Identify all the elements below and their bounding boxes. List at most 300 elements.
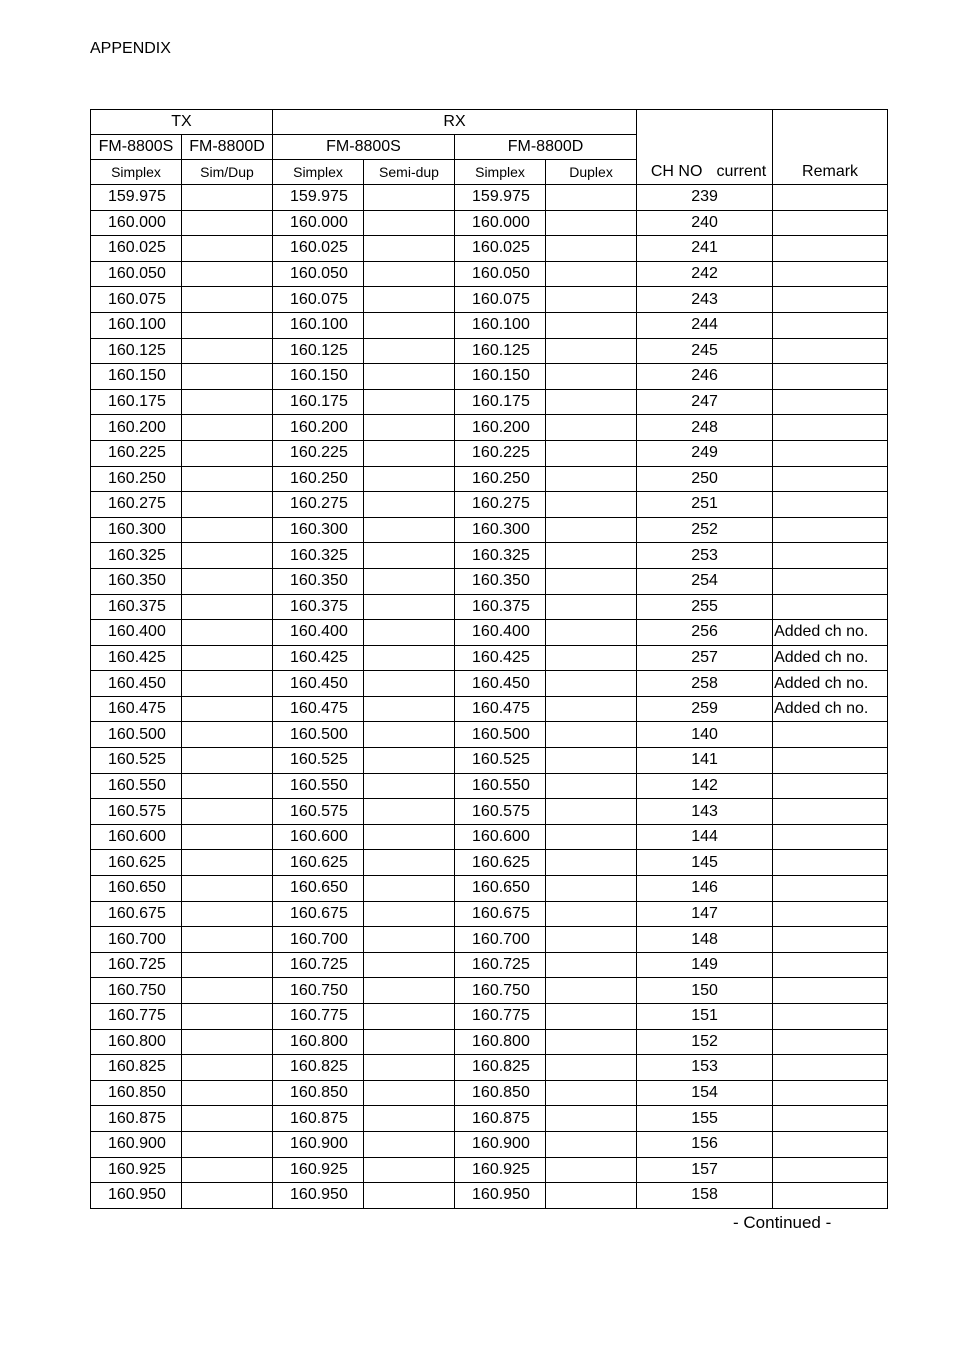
table-row <box>91 1029 888 1055</box>
table-row <box>91 210 888 236</box>
table-row <box>91 1080 888 1106</box>
remark-cell <box>773 927 888 953</box>
channel-number-cell: 156 <box>637 1131 773 1157</box>
tx-simdup-cell <box>182 466 273 492</box>
table-row <box>91 312 888 338</box>
tx-simdup-cell <box>182 210 273 236</box>
rx-d-simplex-cell: 160.325 <box>455 543 546 569</box>
channel-number-cell: 245 <box>637 338 773 364</box>
channel-number-cell: 157 <box>637 1157 773 1183</box>
remark-cell <box>773 364 888 390</box>
channel-number-cell: 246 <box>637 364 773 390</box>
remark-cell <box>773 210 888 236</box>
rx-d-simplex-cell: 160.100 <box>455 312 546 338</box>
tx-fm8800d-header: FM-8800D <box>182 135 273 160</box>
rx-d-simplex-cell: 160.900 <box>455 1131 546 1157</box>
rx-s-simplex-cell: 160.850 <box>273 1080 364 1106</box>
tx-simplex-header: Simplex <box>91 160 182 185</box>
rx-s-semidup-cell <box>364 824 455 850</box>
tx-simdup-cell <box>182 261 273 287</box>
tx-simdup-cell <box>182 1183 273 1209</box>
tx-simdup-cell <box>182 773 273 799</box>
rx-d-duplex-cell <box>546 594 637 620</box>
rx-s-simplex-cell: 160.550 <box>273 773 364 799</box>
rx-s-simplex-cell: 160.725 <box>273 952 364 978</box>
table-row <box>91 568 888 594</box>
channel-number-cell: 256 <box>637 620 773 646</box>
channel-number-cell: 149 <box>637 952 773 978</box>
channel-number-cell: 141 <box>637 748 773 774</box>
rx-s-semidup-cell <box>364 440 455 466</box>
tx-simplex-cell: 160.825 <box>91 1055 182 1081</box>
rx-d-simplex-cell: 160.925 <box>455 1157 546 1183</box>
tx-simplex-cell: 159.975 <box>91 185 182 211</box>
table-row <box>91 722 888 748</box>
tx-simdup-cell <box>182 1055 273 1081</box>
rx-d-simplex-cell: 160.050 <box>455 261 546 287</box>
channel-number-cell: 257 <box>637 645 773 671</box>
remark-cell <box>773 876 888 902</box>
rx-s-semidup-cell <box>364 850 455 876</box>
remark-cell <box>773 440 888 466</box>
table-row <box>91 338 888 364</box>
rx-d-duplex-cell <box>546 185 637 211</box>
table-row <box>91 696 888 722</box>
page-header: APPENDIX <box>90 40 171 57</box>
rx-fm8800s-header: FM-8800S <box>273 135 455 160</box>
tx-simdup-cell <box>182 824 273 850</box>
remark-cell <box>773 338 888 364</box>
rx-s-simplex-cell: 160.650 <box>273 876 364 902</box>
table-row <box>91 773 888 799</box>
rx-d-duplex-cell <box>546 364 637 390</box>
rx-d-duplex-cell <box>546 1131 637 1157</box>
tx-simplex-cell: 160.875 <box>91 1106 182 1132</box>
rx-d-duplex-cell <box>546 517 637 543</box>
rx-s-simplex-cell: 160.000 <box>273 210 364 236</box>
channel-number-cell: 240 <box>637 210 773 236</box>
rx-s-simplex-cell: 160.675 <box>273 901 364 927</box>
rx-s-semidup-cell <box>364 312 455 338</box>
table-row <box>91 287 888 313</box>
tx-simplex-cell: 160.775 <box>91 1004 182 1030</box>
tx-simdup-header: Sim/Dup <box>182 160 273 185</box>
rx-s-semidup-cell <box>364 1004 455 1030</box>
channel-number-cell: 248 <box>637 415 773 441</box>
tx-simplex-cell: 160.475 <box>91 696 182 722</box>
table-row <box>91 799 888 825</box>
tx-simplex-cell: 160.750 <box>91 978 182 1004</box>
rx-s-semidup-cell <box>364 261 455 287</box>
tx-simplex-cell: 160.675 <box>91 901 182 927</box>
tx-simplex-cell: 160.575 <box>91 799 182 825</box>
remark-cell <box>773 287 888 313</box>
remark-cell <box>773 312 888 338</box>
tx-simplex-cell: 160.500 <box>91 722 182 748</box>
remark-cell <box>773 517 888 543</box>
channel-number-cell: 155 <box>637 1106 773 1132</box>
channel-number-cell: 154 <box>637 1080 773 1106</box>
tx-simplex-cell: 160.050 <box>91 261 182 287</box>
tx-simdup-cell <box>182 748 273 774</box>
rx-d-simplex-cell: 160.125 <box>455 338 546 364</box>
rx-s-semidup-cell <box>364 620 455 646</box>
tx-simdup-cell <box>182 1131 273 1157</box>
remark-cell <box>773 1055 888 1081</box>
rx-d-simplex-cell: 160.700 <box>455 927 546 953</box>
tx-simplex-cell: 160.850 <box>91 1080 182 1106</box>
rx-d-duplex-cell <box>546 415 637 441</box>
rx-d-duplex-cell <box>546 978 637 1004</box>
rx-s-simplex-cell: 160.925 <box>273 1157 364 1183</box>
tx-simplex-cell: 160.100 <box>91 312 182 338</box>
rx-d-simplex-cell: 160.200 <box>455 415 546 441</box>
remark-cell: Added ch no. <box>773 671 888 697</box>
channel-number-cell: 241 <box>637 236 773 262</box>
rx-d-duplex-cell <box>546 748 637 774</box>
rx-d-duplex-cell <box>546 568 637 594</box>
rx-s-simplex-cell: 160.125 <box>273 338 364 364</box>
rx-d-simplex-cell: 159.975 <box>455 185 546 211</box>
rx-s-semidup-cell <box>364 978 455 1004</box>
rx-d-simplex-cell: 160.725 <box>455 952 546 978</box>
rx-d-simplex-cell: 160.950 <box>455 1183 546 1209</box>
rx-d-simplex-cell: 160.800 <box>455 1029 546 1055</box>
rx-d-simplex-cell: 160.075 <box>455 287 546 313</box>
rx-d-simplex-cell: 160.875 <box>455 1106 546 1132</box>
rx-d-duplex-cell <box>546 952 637 978</box>
rx-s-semidup-cell <box>364 1183 455 1209</box>
rx-s-simplex-cell: 160.950 <box>273 1183 364 1209</box>
channel-number-cell: 250 <box>637 466 773 492</box>
rx-s-semidup-cell <box>364 594 455 620</box>
table-row <box>91 748 888 774</box>
rx-s-semidup-cell <box>364 338 455 364</box>
remark-cell <box>773 799 888 825</box>
channel-number-cell: 158 <box>637 1183 773 1209</box>
rx-d-simplex-cell: 160.650 <box>455 876 546 902</box>
channel-number-cell: 144 <box>637 824 773 850</box>
table-body <box>91 185 888 1209</box>
rx-header: RX <box>273 110 637 135</box>
tx-simplex-cell: 160.300 <box>91 517 182 543</box>
remark-cell <box>773 1029 888 1055</box>
rx-d-simplex-cell: 160.775 <box>455 1004 546 1030</box>
tx-simplex-cell: 160.525 <box>91 748 182 774</box>
tx-simdup-cell <box>182 364 273 390</box>
remark-cell <box>773 236 888 262</box>
tx-simdup-cell <box>182 1080 273 1106</box>
rx-s-simplex-cell: 160.250 <box>273 466 364 492</box>
remark-cell <box>773 1106 888 1132</box>
rx-d-simplex-cell: 160.250 <box>455 466 546 492</box>
tx-fm8800s-header: FM-8800S <box>91 135 182 160</box>
header-row-1 <box>91 110 888 135</box>
tx-simplex-cell: 160.925 <box>91 1157 182 1183</box>
rx-d-simplex-cell: 160.750 <box>455 978 546 1004</box>
rx-d-duplex-cell <box>546 1004 637 1030</box>
rx-s-semidup-cell <box>364 210 455 236</box>
rx-s-simplex-cell: 160.375 <box>273 594 364 620</box>
rx-d-simplex-cell: 160.550 <box>455 773 546 799</box>
tx-simdup-cell <box>182 901 273 927</box>
rx-d-duplex-cell <box>546 927 637 953</box>
rx-d-duplex-cell <box>546 338 637 364</box>
remark-cell <box>773 1080 888 1106</box>
rx-d-simplex-cell: 160.425 <box>455 645 546 671</box>
tx-simdup-cell <box>182 338 273 364</box>
table-row <box>91 1106 888 1132</box>
rx-s-semidup-cell <box>364 696 455 722</box>
channel-number-cell: 252 <box>637 517 773 543</box>
rx-d-simplex-cell: 160.000 <box>455 210 546 236</box>
rx-s-semidup-header: Semi-dup <box>364 160 455 185</box>
frequency-table <box>90 109 888 1209</box>
rx-s-semidup-cell <box>364 568 455 594</box>
rx-fm8800d-header: FM-8800D <box>455 135 637 160</box>
ch-no-label: CH NO <box>650 163 703 180</box>
remark-cell <box>773 389 888 415</box>
table-row <box>91 1183 888 1209</box>
remark-cell <box>773 1004 888 1030</box>
rx-d-duplex-cell <box>546 1106 637 1132</box>
rx-s-simplex-cell: 160.025 <box>273 236 364 262</box>
rx-d-simplex-cell: 160.850 <box>455 1080 546 1106</box>
table-row <box>91 850 888 876</box>
remark-cell <box>773 722 888 748</box>
table-row <box>91 543 888 569</box>
rx-d-simplex-cell: 160.500 <box>455 722 546 748</box>
remark-cell <box>773 466 888 492</box>
rx-s-simplex-cell: 160.175 <box>273 389 364 415</box>
rx-d-duplex-cell <box>546 287 637 313</box>
rx-s-semidup-cell <box>364 645 455 671</box>
table-row <box>91 492 888 518</box>
tx-simplex-cell: 160.000 <box>91 210 182 236</box>
tx-simplex-cell: 160.125 <box>91 338 182 364</box>
tx-simdup-cell <box>182 952 273 978</box>
tx-simplex-cell: 160.375 <box>91 594 182 620</box>
table-row <box>91 671 888 697</box>
rx-s-simplex-cell: 160.100 <box>273 312 364 338</box>
channel-number-cell: 242 <box>637 261 773 287</box>
rx-s-semidup-cell <box>364 389 455 415</box>
rx-s-simplex-cell: 160.775 <box>273 1004 364 1030</box>
table-row <box>91 901 888 927</box>
rx-d-duplex-cell <box>546 210 637 236</box>
rx-d-duplex-cell <box>546 466 637 492</box>
remark-cell <box>773 850 888 876</box>
tx-simplex-cell: 160.550 <box>91 773 182 799</box>
channel-number-cell: 239 <box>637 185 773 211</box>
tx-simdup-cell <box>182 415 273 441</box>
tx-simdup-cell <box>182 1106 273 1132</box>
rx-s-semidup-cell <box>364 1029 455 1055</box>
remark-cell <box>773 594 888 620</box>
rx-s-semidup-cell <box>364 543 455 569</box>
remark-cell <box>773 748 888 774</box>
tx-simplex-cell: 160.450 <box>91 671 182 697</box>
rx-d-simplex-cell: 160.375 <box>455 594 546 620</box>
tx-simdup-cell <box>182 287 273 313</box>
table-row <box>91 261 888 287</box>
tx-simplex-cell: 160.900 <box>91 1131 182 1157</box>
rx-s-simplex-cell: 160.050 <box>273 261 364 287</box>
tx-simplex-cell: 160.700 <box>91 927 182 953</box>
rx-d-simplex-cell: 160.300 <box>455 517 546 543</box>
tx-simdup-cell <box>182 594 273 620</box>
tx-simplex-cell: 160.725 <box>91 952 182 978</box>
tx-simplex-cell: 160.250 <box>91 466 182 492</box>
remark-header: Remark <box>773 110 888 185</box>
rx-s-semidup-cell <box>364 1080 455 1106</box>
table-row <box>91 517 888 543</box>
rx-d-duplex-cell <box>546 1080 637 1106</box>
remark-cell: Added ch no. <box>773 696 888 722</box>
tx-simplex-cell: 160.350 <box>91 568 182 594</box>
rx-d-duplex-cell <box>546 799 637 825</box>
rx-s-semidup-cell <box>364 952 455 978</box>
channel-number-cell: 142 <box>637 773 773 799</box>
rx-s-simplex-cell: 160.200 <box>273 415 364 441</box>
channel-number-cell: 253 <box>637 543 773 569</box>
rx-s-semidup-cell <box>364 517 455 543</box>
remark-cell: Added ch no. <box>773 645 888 671</box>
table-row <box>91 185 888 211</box>
remark-cell <box>773 952 888 978</box>
rx-s-simplex-cell: 160.150 <box>273 364 364 390</box>
rx-s-simplex-cell: 160.075 <box>273 287 364 313</box>
rx-d-duplex-cell <box>546 645 637 671</box>
rx-s-simplex-cell: 160.425 <box>273 645 364 671</box>
channel-number-cell: 152 <box>637 1029 773 1055</box>
rx-s-simplex-cell: 160.900 <box>273 1131 364 1157</box>
rx-s-simplex-cell: 160.575 <box>273 799 364 825</box>
channel-number-cell: 147 <box>637 901 773 927</box>
remark-cell <box>773 1157 888 1183</box>
rx-s-semidup-cell <box>364 287 455 313</box>
remark-cell <box>773 261 888 287</box>
rx-d-duplex-cell <box>546 236 637 262</box>
rx-s-semidup-cell <box>364 927 455 953</box>
rx-s-semidup-cell <box>364 364 455 390</box>
rx-d-simplex-cell: 160.600 <box>455 824 546 850</box>
rx-s-semidup-cell <box>364 415 455 441</box>
tx-simdup-cell <box>182 620 273 646</box>
remark-cell <box>773 185 888 211</box>
remark-cell <box>773 1131 888 1157</box>
tx-simplex-cell: 160.950 <box>91 1183 182 1209</box>
rx-s-semidup-cell <box>364 748 455 774</box>
rx-d-simplex-cell: 160.525 <box>455 748 546 774</box>
channel-number-cell: 255 <box>637 594 773 620</box>
rx-d-duplex-cell <box>546 1029 637 1055</box>
table-row <box>91 364 888 390</box>
tx-simdup-cell <box>182 389 273 415</box>
remark-cell <box>773 1183 888 1209</box>
rx-s-semidup-cell <box>364 876 455 902</box>
tx-simplex-cell: 160.275 <box>91 492 182 518</box>
rx-s-simplex-cell: 160.225 <box>273 440 364 466</box>
table-row <box>91 952 888 978</box>
channel-number-cell: 143 <box>637 799 773 825</box>
tx-simplex-cell: 160.325 <box>91 543 182 569</box>
tx-simdup-cell <box>182 517 273 543</box>
tx-simdup-cell <box>182 876 273 902</box>
tx-simdup-cell <box>182 1029 273 1055</box>
channel-number-cell: 145 <box>637 850 773 876</box>
tx-simdup-cell <box>182 1157 273 1183</box>
tx-simplex-cell: 160.800 <box>91 1029 182 1055</box>
tx-simdup-cell <box>182 671 273 697</box>
rx-d-simplex-cell: 160.275 <box>455 492 546 518</box>
tx-simdup-cell <box>182 1004 273 1030</box>
tx-simdup-cell <box>182 978 273 1004</box>
rx-s-semidup-cell <box>364 722 455 748</box>
channel-number-cell: 140 <box>637 722 773 748</box>
rx-s-semidup-cell <box>364 1055 455 1081</box>
table-row <box>91 824 888 850</box>
table-row <box>91 1157 888 1183</box>
table-row <box>91 1004 888 1030</box>
rx-s-semidup-cell <box>364 1157 455 1183</box>
channel-number-cell: 150 <box>637 978 773 1004</box>
channel-number-cell: 259 <box>637 696 773 722</box>
tx-simplex-cell: 160.425 <box>91 645 182 671</box>
rx-d-duplex-cell <box>546 440 637 466</box>
table-row <box>91 927 888 953</box>
tx-simdup-cell <box>182 185 273 211</box>
rx-d-duplex-cell <box>546 1157 637 1183</box>
tx-simdup-cell <box>182 850 273 876</box>
table-row <box>91 594 888 620</box>
channel-number-cell: 244 <box>637 312 773 338</box>
rx-s-simplex-cell: 160.325 <box>273 543 364 569</box>
rx-d-duplex-cell <box>546 722 637 748</box>
rx-s-semidup-cell <box>364 1106 455 1132</box>
rx-s-simplex-cell: 160.750 <box>273 978 364 1004</box>
tx-simplex-cell: 160.175 <box>91 389 182 415</box>
channel-number-cell: 151 <box>637 1004 773 1030</box>
rx-s-simplex-cell: 160.875 <box>273 1106 364 1132</box>
tx-simdup-cell <box>182 236 273 262</box>
rx-s-simplex-cell: 160.350 <box>273 568 364 594</box>
rx-s-simplex-cell: 160.300 <box>273 517 364 543</box>
tx-simdup-cell <box>182 492 273 518</box>
rx-s-simplex-cell: 160.500 <box>273 722 364 748</box>
tx-simplex-cell: 160.625 <box>91 850 182 876</box>
rx-s-semidup-cell <box>364 671 455 697</box>
rx-s-semidup-cell <box>364 799 455 825</box>
tx-simplex-cell: 160.025 <box>91 236 182 262</box>
rx-d-simplex-cell: 160.675 <box>455 901 546 927</box>
rx-s-semidup-cell <box>364 466 455 492</box>
rx-s-simplex-cell: 159.975 <box>273 185 364 211</box>
channel-number-cell: 254 <box>637 568 773 594</box>
remark-cell <box>773 543 888 569</box>
remark-cell: Added ch no. <box>773 620 888 646</box>
rx-d-simplex-header: Simplex <box>455 160 546 185</box>
rx-d-duplex-cell <box>546 850 637 876</box>
rx-s-semidup-cell <box>364 901 455 927</box>
tx-simdup-cell <box>182 312 273 338</box>
rx-s-simplex-cell: 160.600 <box>273 824 364 850</box>
tx-simplex-cell: 160.600 <box>91 824 182 850</box>
tx-simdup-cell <box>182 440 273 466</box>
rx-d-duplex-cell <box>546 492 637 518</box>
tx-simdup-cell <box>182 543 273 569</box>
table-row <box>91 645 888 671</box>
